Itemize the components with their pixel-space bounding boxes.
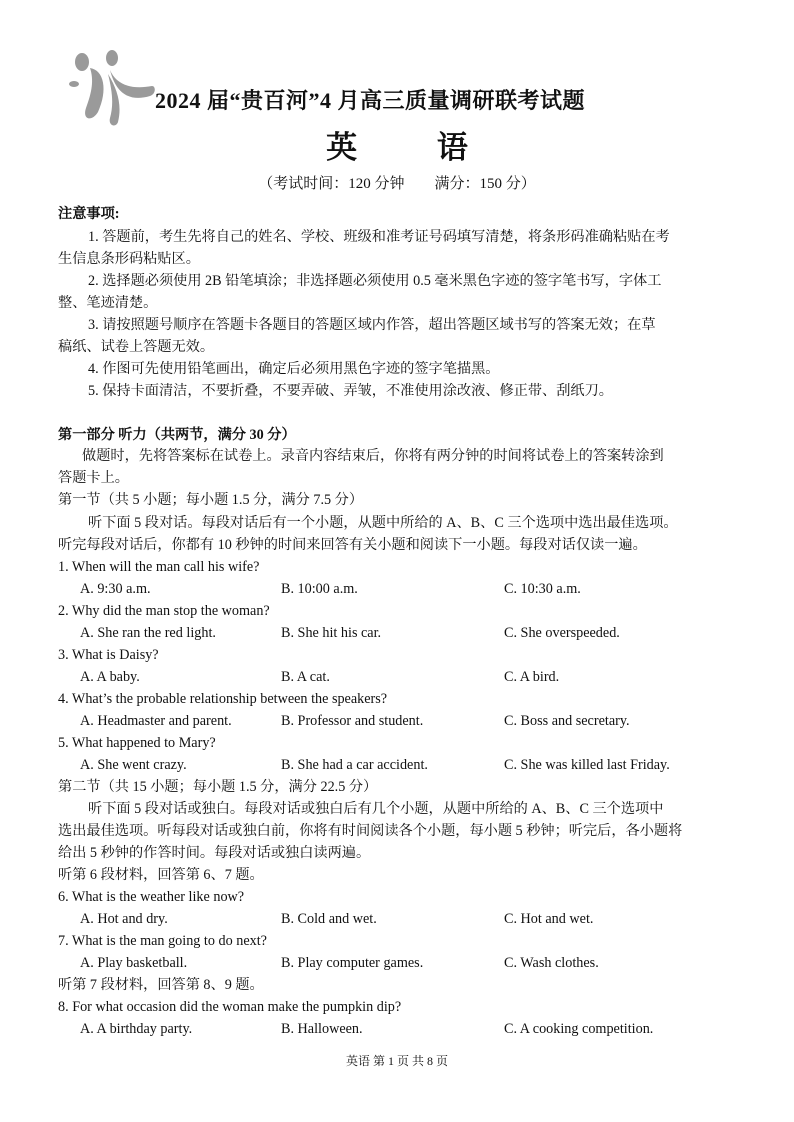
note-line: 2. 选择题必须使用 2B 铅笔填涂；非选择题必须使用 0.5 毫米黑色字迹的签字笔书写，字体工 bbox=[88, 273, 662, 289]
option-c: C. Wash clothes. bbox=[504, 955, 599, 971]
option-c: C. Boss and secretary. bbox=[504, 713, 630, 729]
section2-intro: 听下面 5 段对话或独白。每段对话或独白后有几个小题，从题中所给的 A、B、C 三个选项中 bbox=[88, 801, 664, 817]
question-stem: 2. Why did the man stop the woman? bbox=[58, 603, 270, 619]
option-a: A. Headmaster and parent. bbox=[80, 713, 232, 729]
option-b: B. She had a car accident. bbox=[281, 757, 428, 773]
option-a: A. Play basketball. bbox=[80, 955, 188, 971]
note-line: 生信息条形码粘贴区。 bbox=[58, 251, 200, 267]
option-b: B. She hit his car. bbox=[281, 625, 382, 641]
option-b: B. Cold and wet. bbox=[281, 911, 377, 927]
option-a: A. 9:30 a.m. bbox=[80, 581, 151, 597]
question-stem: 4. What’s the probable relationship between the speakers? bbox=[58, 691, 388, 707]
option-a: A. She ran the red light. bbox=[80, 625, 216, 641]
section1-heading: 第一节（共 5 小题；每小题 1.5 分，满分 7.5 分） bbox=[58, 492, 364, 508]
notes-heading: 注意事项: bbox=[58, 206, 120, 222]
section1-intro: 听下面 5 段对话。每段对话后有一个小题，从题中所给的 A、B、C 三个选项中选出最佳选项。 bbox=[88, 515, 678, 531]
question-stem: 3. What is Daisy? bbox=[58, 647, 159, 663]
part1-intro: 做题时，先将答案标在试卷上。录音内容结束后，你将有两分钟的时间将试卷上的答案转涂到 bbox=[82, 448, 664, 464]
option-a: A. She went crazy. bbox=[80, 757, 187, 773]
section2-heading: 第二节（共 15 小题；每小题 1.5 分，满分 22.5 分） bbox=[58, 779, 378, 795]
part1-heading: 第一部分 听力（共两节，满分 30 分） bbox=[58, 427, 296, 443]
exam-info: （考试时间：120 分钟 满分：150 分） bbox=[258, 176, 536, 192]
note-line: 4. 作图可先使用铅笔画出，确定后必须用黑色字迹的签字笔描黑。 bbox=[88, 361, 500, 377]
option-b: B. A cat. bbox=[281, 669, 330, 685]
exam-title: 2024 届“贵百河”4 月高三质量调研联考试题 bbox=[155, 88, 586, 113]
subject-title: 英 语 bbox=[326, 130, 504, 165]
exam-logo bbox=[68, 50, 158, 126]
option-b: B. Professor and student. bbox=[281, 713, 424, 729]
section2-intro: 选出最佳选项。听每段对话或独白前，你将有时间阅读各个小题，每小题 5 秒钟；听完后，各小题将 bbox=[58, 823, 683, 839]
question-stem: 7. What is the man going to do next? bbox=[58, 933, 267, 949]
question-stem: 5. What happened to Mary? bbox=[58, 735, 216, 751]
note-line: 5. 保持卡面清洁，不要折叠，不要弄破、弄皱，不准使用涂改液、修正带、刮纸刀。 bbox=[88, 383, 613, 399]
option-a: A. A baby. bbox=[80, 669, 140, 685]
option-a: A. Hot and dry. bbox=[80, 911, 168, 927]
question-stem: 1. When will the man call his wife? bbox=[58, 559, 260, 575]
option-c: C. Hot and wet. bbox=[504, 911, 594, 927]
option-c: C. She overspeeded. bbox=[504, 625, 620, 641]
option-c: C. A bird. bbox=[504, 669, 560, 685]
option-b: B. Halloween. bbox=[281, 1021, 363, 1037]
note-line: 3. 请按照题号顺序在答题卡各题目的答题区域内作答，超出答题区域书写的答案无效；在草 bbox=[88, 317, 656, 333]
material-label: 听第 6 段材料，回答第 6、7 题。 bbox=[58, 867, 264, 883]
option-a: A. A birthday party. bbox=[80, 1021, 193, 1037]
option-c: C. 10:30 a.m. bbox=[504, 581, 581, 597]
material-label: 听第 7 段材料，回答第 8、9 题。 bbox=[58, 977, 264, 993]
question-stem: 6. What is the weather like now? bbox=[58, 889, 245, 905]
page-footer: 英语 第 1 页 共 8 页 bbox=[345, 1054, 448, 1068]
section2-intro: 给出 5 秒钟的作答时间。每段对话或独白读两遍。 bbox=[58, 845, 371, 861]
section1-intro: 听完每段对话后，你都有 10 秒钟的时间来回答有关小题和阅读下一小题。每段对话仅读一遍。 bbox=[58, 537, 647, 553]
option-c: C. She was killed last Friday. bbox=[504, 757, 670, 773]
note-line: 稿纸、试卷上答题无效。 bbox=[58, 339, 215, 355]
part1-intro: 答题卡上。 bbox=[58, 470, 129, 486]
question-stem: 8. For what occasion did the woman make the pumpkin dip? bbox=[58, 999, 402, 1015]
option-b: B. 10:00 a.m. bbox=[281, 581, 358, 597]
option-b: B. Play computer games. bbox=[281, 955, 424, 971]
note-line: 1. 答题前，考生先将自己的姓名、学校、班级和准考证号码填写清楚，将条形码准确粘贴在考 bbox=[88, 229, 670, 245]
note-line: 整、笔迹清楚。 bbox=[58, 295, 158, 311]
option-c: C. A cooking competition. bbox=[504, 1021, 654, 1037]
